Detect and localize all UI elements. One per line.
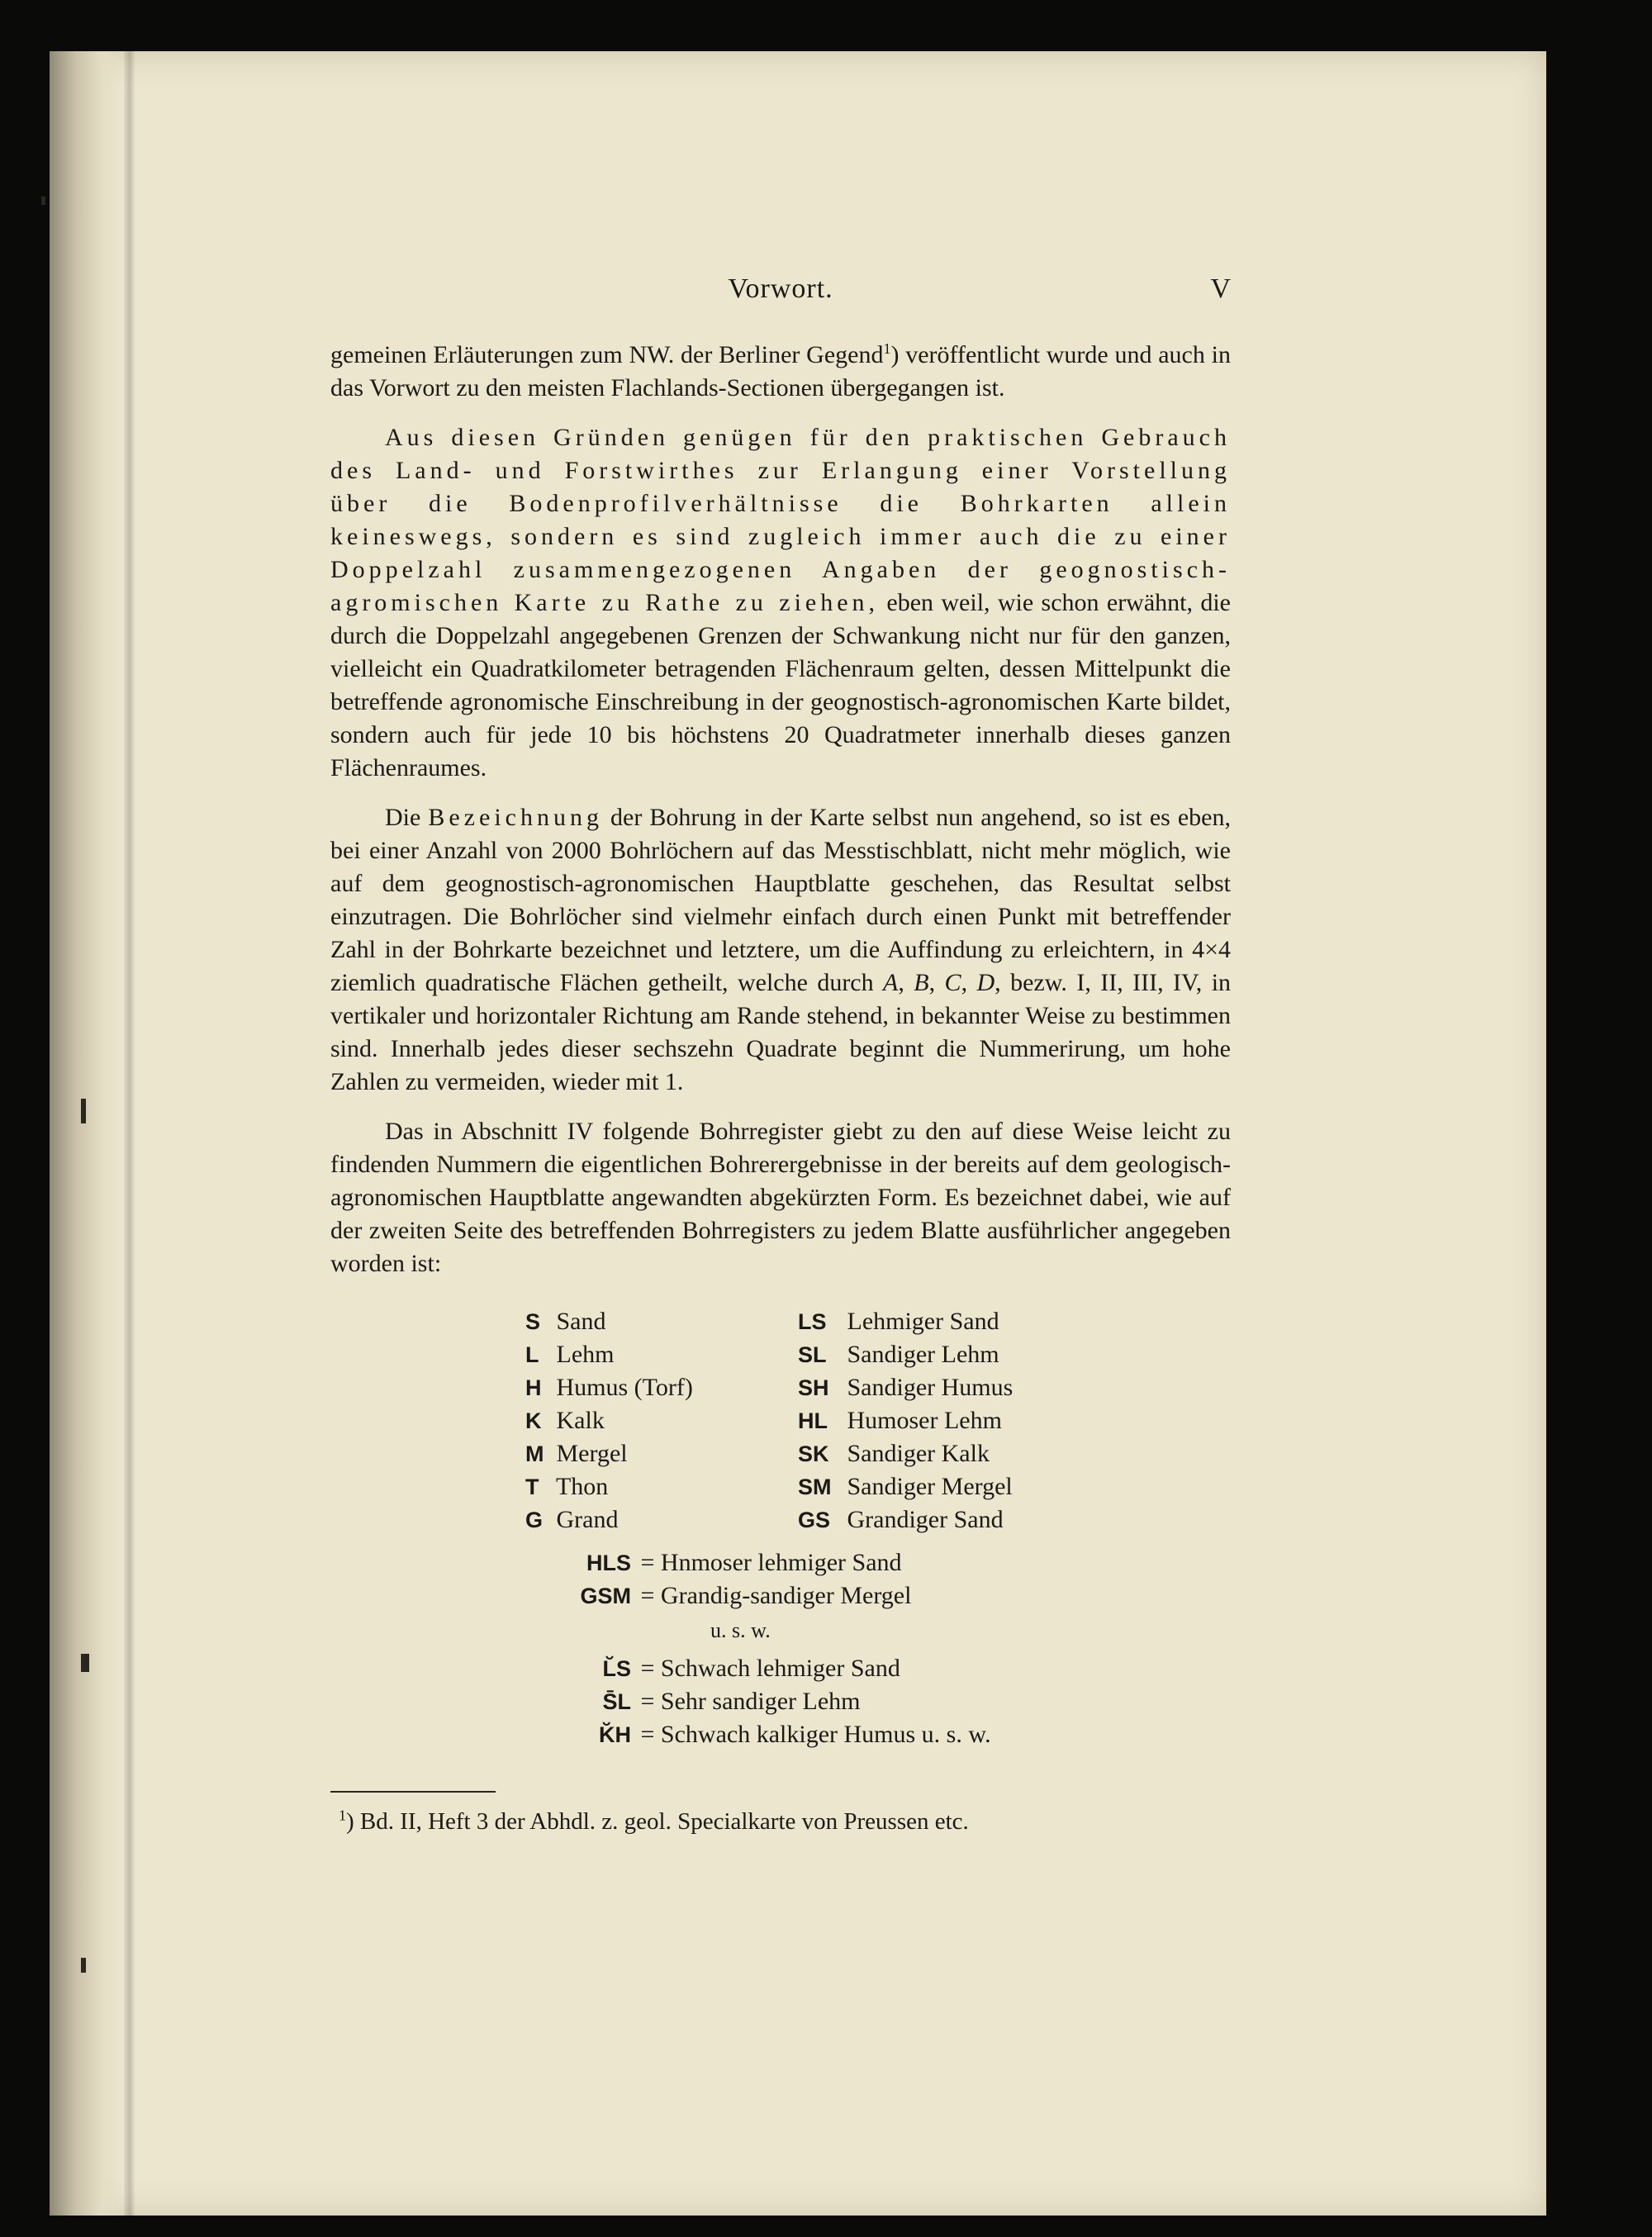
abbreviation-meaning: Sandiger Lehm	[847, 1341, 999, 1368]
abbreviation-code: T	[525, 1475, 539, 1499]
abbreviation-entry	[798, 1470, 1095, 1503]
abbreviation-entry	[798, 1371, 1095, 1404]
combination-list	[570, 1546, 1231, 1751]
abbreviation-code: G	[525, 1508, 544, 1532]
abbreviation-entry	[525, 1404, 798, 1437]
weak-form-meaning: Schwach lehmiger Sand	[660, 1655, 900, 1682]
combination-meaning: Hnmoser lehmiger Sand	[660, 1549, 902, 1576]
weak-form-list	[590, 1652, 1231, 1751]
paragraph-1-text-b: ) veröffentlicht wurde und auch in das Vorwort zu den meisten Flachlands-Sectionen übergegangen ist.	[330, 341, 1231, 401]
grid-letter: B	[914, 969, 929, 996]
abbreviation-code: L	[525, 1342, 539, 1367]
weak-form-entry	[590, 1718, 1231, 1751]
paragraph-1	[330, 339, 1231, 405]
abbreviation-meaning: Mergel	[556, 1440, 628, 1467]
abbreviation-entry	[525, 1503, 798, 1536]
grid-letter: C	[944, 969, 961, 996]
abbreviation-entry	[525, 1437, 798, 1470]
equals-sign: =	[640, 1655, 655, 1682]
paragraph-3-spaced-word: Bezeichnung	[428, 804, 603, 831]
running-header	[330, 273, 1231, 314]
paragraph-2-spaced-text: Aus diesen Gründen genügen für den praktischen Gebrauch des Land- und Forstwirthes zur Erlangung einer Vorstellung über die Bodenprofilverhältnisse die Bohrkarten allein keineswegs, sondern es sind zugleich immer auch die zu einer Doppelzahl zusammengezogenen Angaben der geognostisch-agromischen Karte zu Rathe zu ziehen,	[330, 424, 1231, 616]
equals-sign: =	[640, 1721, 655, 1748]
abbreviation-code: SK	[798, 1441, 829, 1466]
abbreviation-code: LS	[798, 1309, 827, 1334]
weak-form-meaning: Sehr sandiger Lehm	[660, 1688, 861, 1715]
paragraph-4	[330, 1115, 1231, 1280]
footnote	[339, 1806, 1231, 1837]
paragraph-1-text-a: gemeinen Erläuterungen zum NW. der Berliner Gegend	[330, 341, 884, 368]
abbreviation-entry	[798, 1404, 1095, 1437]
paragraph-2	[330, 421, 1231, 785]
abbreviation-meaning: Sand	[556, 1308, 606, 1335]
weak-form-entry	[590, 1685, 1231, 1718]
margin-mark	[41, 197, 45, 205]
equals-sign: =	[640, 1549, 655, 1576]
combination-code: HLS	[586, 1551, 631, 1575]
paragraph-2-text: eben weil, wie schon erwähnt, die durch die Doppelzahl angegebenen Grenzen der Schwankung nicht nur für den ganzen, vielleicht ein Quadratkilometer betragenden Flächenraum gelten, dessen Mittelpunkt die betreffende agronomische Einschreibung in der geognostisch-agronomischen Karte bildet, sondern auch für jede 10 bis höchstens 20 Quadratmeter innerhalb dieses ganzen Flächenraumes.	[330, 589, 1232, 781]
abbreviation-code: SL	[798, 1342, 827, 1367]
abbreviation-entry	[798, 1338, 1095, 1371]
equals-sign: =	[640, 1582, 655, 1609]
page-text	[330, 273, 1231, 1837]
footnote-marker: 1	[339, 1807, 346, 1824]
paragraph-4-text: Das in Abschnitt IV folgende Bohrregister giebt zu den auf diese Weise leicht zu findenden Nummern die eigentlichen Bohrerergebnisse in der bereits auf dem geologisch-agronomischen Hauptblatte angewandten abgekürzten Form. Es bezeichnet dabei, wie auf der zweiten Seite des betreffenden Bohrregisters zu jedem Blatte ausführlicher angegeben worden ist:	[330, 1118, 1231, 1277]
footnote-text: ) Bd. II, Heft 3 der Abhdl. z. geol. Specialkarte von Preussen etc.	[346, 1808, 969, 1835]
page-fold-shadow	[124, 51, 135, 2216]
abbreviation-meaning: Lehm	[556, 1341, 615, 1368]
weak-form-code: S̄L	[602, 1689, 631, 1714]
weak-form-entry	[590, 1652, 1231, 1685]
margin-mark	[81, 1654, 89, 1672]
abbreviation-entry	[525, 1470, 798, 1503]
abbreviation-code: HL	[798, 1408, 828, 1433]
abbreviation-code: S	[525, 1309, 541, 1334]
abbreviation-entry	[525, 1338, 798, 1371]
abbreviation-entry	[798, 1503, 1095, 1536]
weak-form-meaning: Schwach kalkiger Humus u. s. w.	[660, 1721, 991, 1748]
equals-sign: =	[640, 1688, 655, 1715]
abbreviation-meaning: Grandiger Sand	[847, 1506, 1004, 1533]
abbreviation-meaning: Grand	[556, 1506, 619, 1533]
abbreviation-entry	[798, 1437, 1095, 1470]
paragraph-3-text-a: der Bohrung in der Karte selbst nun angehend, so ist es eben, bei einer Anzahl von 2000 Bohrlöchern auf das Messtischblatt, nicht mehr möglich, wie auf dem geognostisch-agronomischen Hauptblatte geschehen, das Resultat selbst einzutragen. Die Bohrlöcher sind vielmehr einfach durch einen Punkt mit betreffender Zahl in der Bohrkarte bezeichnet und letztere, um die Auffindung zu erleichtern, in 4×4 ziemlich quadratische Flächen getheilt, welche durch	[330, 804, 1231, 996]
footnote-reference: 1	[883, 340, 891, 357]
abbreviation-meaning: Lehmiger Sand	[847, 1308, 999, 1335]
combination-code: GSM	[580, 1584, 631, 1608]
grid-letter: A	[883, 969, 899, 996]
abbreviation-entry	[798, 1305, 1095, 1338]
margin-mark	[81, 1099, 86, 1123]
page-number: V	[1210, 273, 1231, 304]
abbreviation-meaning: Sandiger Humus	[847, 1374, 1014, 1401]
abbreviation-code: SH	[798, 1375, 829, 1400]
abbreviation-entry	[525, 1305, 798, 1338]
abbreviation-meaning: Humoser Lehm	[847, 1407, 1002, 1434]
abbreviation-code: K	[525, 1408, 542, 1433]
abbreviation-code: H	[525, 1375, 542, 1400]
abbreviation-code: GS	[798, 1508, 831, 1532]
abbreviation-meaning: Sandiger Kalk	[847, 1440, 990, 1467]
grid-letter: D	[976, 969, 995, 996]
book-gutter	[50, 51, 124, 2216]
combination-entry	[570, 1546, 1231, 1579]
header-title: Vorwort.	[728, 273, 833, 304]
abbreviation-entry	[525, 1371, 798, 1404]
abbreviation-meaning: Kalk	[556, 1407, 605, 1434]
weak-form-code: K̆H	[599, 1722, 631, 1747]
usw-note: u. s. w.	[710, 1618, 771, 1642]
abbreviation-meaning: Humus (Torf)	[556, 1374, 693, 1401]
abbreviation-meaning: Sandiger Mergel	[847, 1473, 1013, 1500]
abbreviation-table	[525, 1305, 1231, 1536]
abbreviation-code: M	[525, 1441, 544, 1466]
paragraph-3-text-b: bezw. I, II, III, IV, in vertikaler und horizontaler Richtung am Rande stehend, in bekannter Weise zu bestimmen sind. Innerhalb jedes dieser sechszehn Quadrate beginnt die Nummerirung, um hohe Zahlen zu vermeiden, wieder mit 1.	[330, 969, 1232, 1095]
abbreviation-code: SM	[798, 1475, 832, 1499]
paragraph-3-lead: Die	[385, 804, 429, 831]
weak-form-code: L̆S	[602, 1656, 631, 1681]
paragraph-3: Die Bezeichnung der Bohrung in der Karte selbst nun angehend, so ist es eben, bei einer Anzahl von 2000 Bohrlöchern auf das Messtischblatt, nicht mehr möglich, wie auf dem geognostisch-agronomischen Hauptblatte geschehen, das Resultat selbst einzutragen. Die Bohrlöcher sind vielmehr einfach durch einen Punkt mit betreffender Zahl in der Bohrkarte bezeichnet und letztere, um die Auffindung zu erleichtern, in 4×4 ziemlich quadratische Flächen getheilt, welche durch A, B, C, D, bezw. I, II, III, IV, in vertikaler und horizontaler Richtung am Rande stehend, in bekannter Weise zu bestimmen sind. Innerhalb jedes dieser sechszehn Quadrate beginnt die Nummerirung, um hohe Zahlen zu vermeiden, wieder mit 1.	[330, 804, 1232, 1095]
margin-mark	[81, 1958, 86, 1973]
abbreviation-meaning: Thon	[555, 1473, 609, 1500]
combination-meaning: Grandig-sandiger Mergel	[660, 1582, 912, 1609]
footnote-divider	[330, 1791, 496, 1793]
combination-entry	[570, 1579, 1231, 1612]
